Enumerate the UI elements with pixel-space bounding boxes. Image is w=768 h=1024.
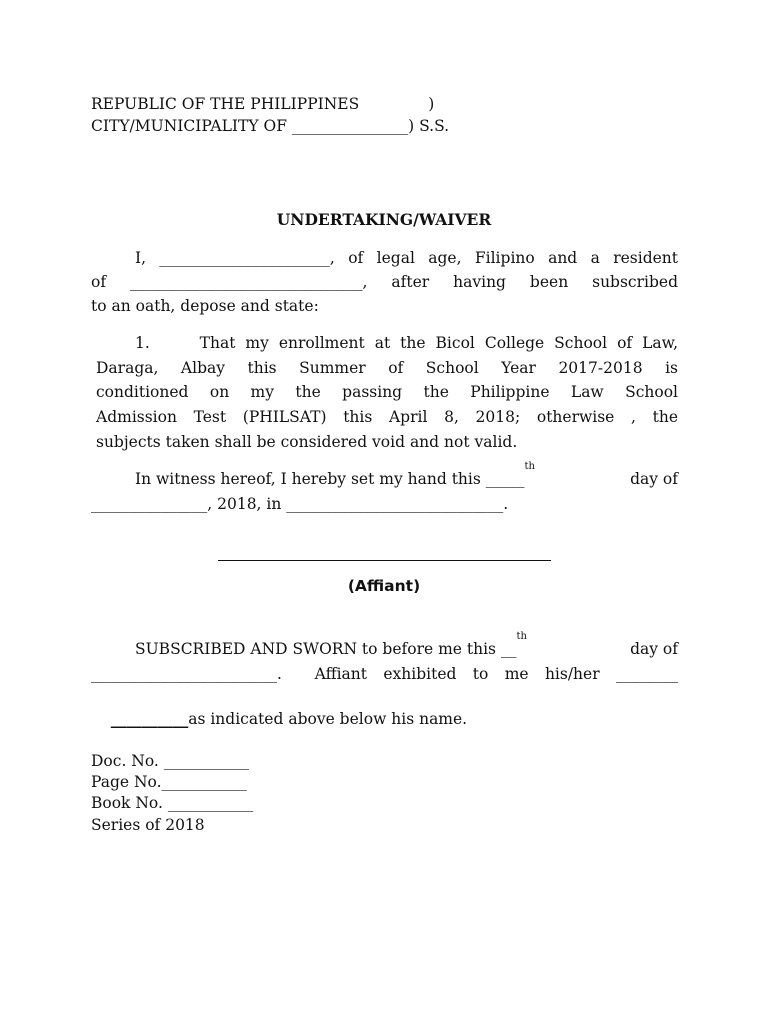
document-title: UNDERTAKING/WAIVER xyxy=(276,210,492,229)
signature-line xyxy=(218,560,551,561)
sworn-line-2: ________________________. Affiant exhibited to me his/her ________ xyxy=(91,665,678,683)
item1-line-3: conditioned on my the passing the Philippine Law School xyxy=(96,383,678,401)
notary-page-no: Page No.___________ xyxy=(91,773,247,791)
sworn-line-3 xyxy=(91,689,467,749)
sworn-ordinal: th xyxy=(516,631,527,642)
intro-line-1: I, ______________________, of legal age, Filipino and a resident xyxy=(135,249,678,267)
affiant-label: (Affiant) xyxy=(347,577,421,595)
intro-line-3: to an oath, depose and state: xyxy=(91,297,319,315)
witness-text-a: In witness hereof, I hereby set my hand this _____ xyxy=(135,470,525,488)
witness-line-2: _______________, 2018, in ____________________________. xyxy=(91,495,509,513)
notary-doc-no: Doc. No. ___________ xyxy=(91,752,250,770)
item1-line-4: Admission Test (PHILSAT) this April 8, 2018; otherwise , the xyxy=(96,408,678,426)
sworn-text-b: day of xyxy=(625,640,678,658)
sworn-line-1 xyxy=(135,631,678,659)
item1-line-5: subjects taken shall be considered void and not valid. xyxy=(96,433,518,451)
intro-line-2: of ______________________________, after having been subscribed xyxy=(91,273,678,291)
header-republic: REPUBLIC OF THE PHILIPPINES ) xyxy=(91,95,435,113)
sworn-text-a: SUBSCRIBED AND SWORN to before me this __ xyxy=(135,640,517,658)
witness-text-b: day of xyxy=(625,470,678,488)
notary-book-no: Book No. ___________ xyxy=(91,794,254,812)
witness-line-1 xyxy=(135,461,678,489)
header-city: CITY/MUNICIPALITY OF _______________) S.S. xyxy=(91,117,450,135)
sworn-blank: __________ xyxy=(110,709,189,728)
witness-ordinal: th xyxy=(524,461,535,472)
notary-series: Series of 2018 xyxy=(91,816,205,834)
item1-line-1: 1. That my enrollment at the Bicol College School of Law, xyxy=(135,334,678,352)
item1-line-2: Daraga, Albay this Summer of School Year 2017-2018 is xyxy=(96,359,678,377)
sworn-text-c: as indicated above below his name. xyxy=(188,710,468,728)
